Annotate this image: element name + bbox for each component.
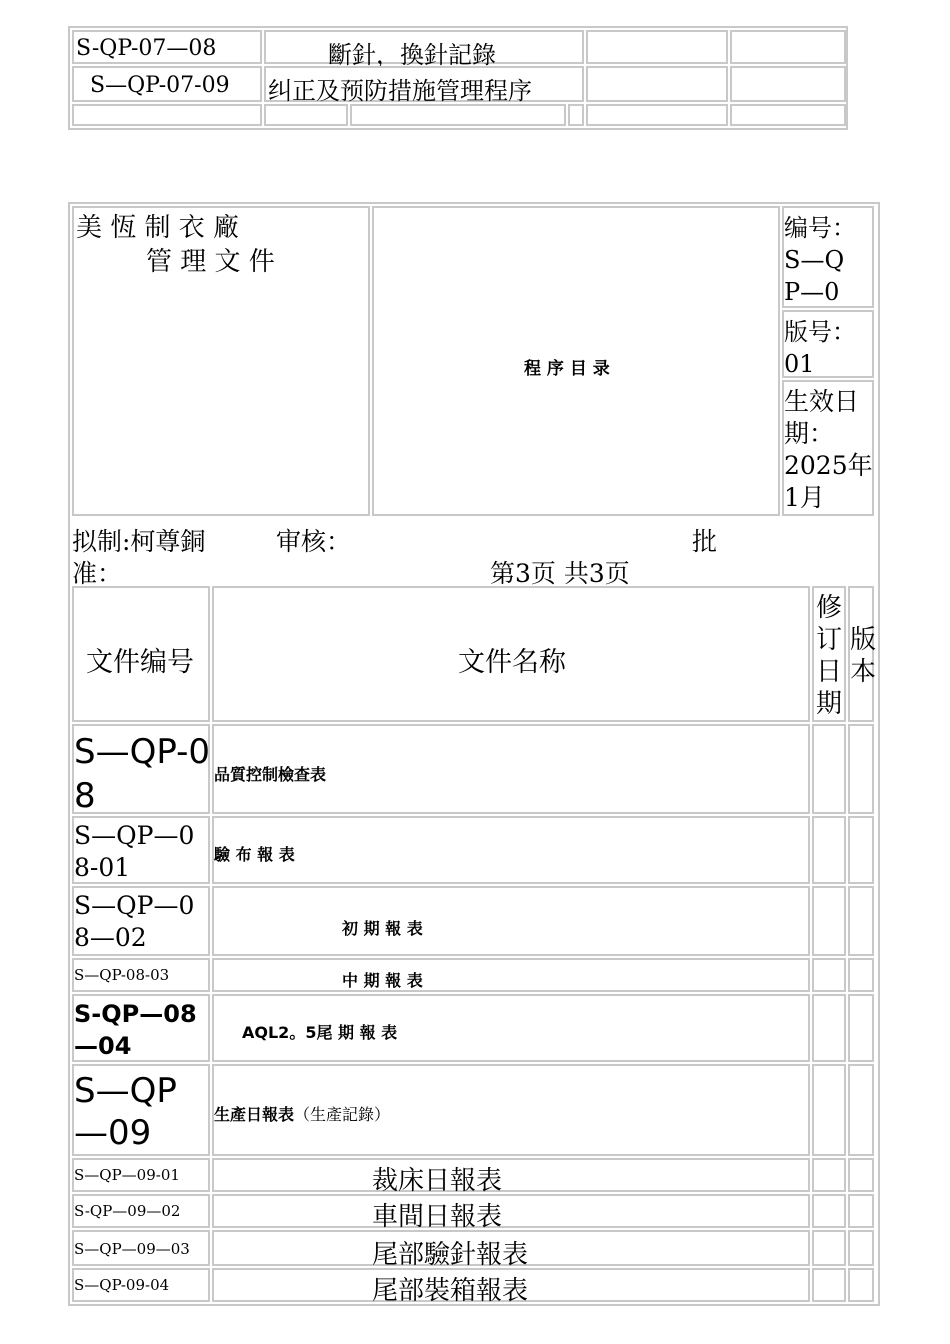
row-4-name: 中 期 報 表 [342, 971, 423, 990]
row-8-code-cell [72, 1194, 210, 1228]
row-1-rev [812, 724, 846, 814]
row-6-name: 生產日報表 [214, 1105, 295, 1124]
top-row-3-cell-f [730, 104, 846, 126]
title-cell [372, 206, 780, 516]
row-4-name-cell [212, 958, 810, 992]
top-row-2-empty-b [730, 66, 846, 102]
row-3-code-cell [72, 886, 210, 956]
row-6-code: S—QP—09 [74, 1071, 177, 1153]
row-3-name-cell [212, 886, 810, 956]
top-row-1-code: S-QP-07—08 [76, 36, 217, 61]
row-10-rev [812, 1268, 846, 1302]
row-3-rev [812, 886, 846, 956]
approved-by-2: 准： [72, 559, 123, 588]
header-code: 文件编号 [86, 647, 194, 678]
row-8-code: S-QP—09—02 [74, 1202, 181, 1220]
effective-label: 生效日期： [784, 387, 860, 448]
row-4-code: S—QP-08-03 [74, 966, 170, 984]
top-row-3-cell-a [72, 104, 262, 126]
row-9-name-cell [212, 1230, 810, 1270]
row-1-name-cell [212, 724, 810, 814]
row-7-name: 裁床日報表 [372, 1166, 503, 1196]
row-4-ver [848, 958, 874, 992]
header-revision-cell [812, 586, 846, 722]
header-code-cell [72, 586, 210, 722]
row-8-rev [812, 1194, 846, 1228]
version-label: 版号： [784, 318, 856, 346]
top-row-3-cell-c [350, 104, 566, 126]
number-cell [782, 206, 874, 308]
row-10-name-cell [212, 1268, 810, 1306]
row-4-code-cell [72, 958, 210, 992]
header-name: 文件名称 [458, 647, 566, 678]
top-row-1-empty-b [730, 30, 846, 64]
top-row-1-name-cell [264, 30, 584, 69]
effective-cell [782, 380, 874, 516]
top-table [68, 26, 848, 130]
row-10-code-cell [72, 1268, 210, 1302]
row-1-code-cell [72, 724, 210, 814]
top-row-3-cell-d [568, 104, 584, 126]
top-row-1-empty-a [586, 30, 728, 64]
main-document [68, 202, 880, 1306]
row-5-code: S-QP—08—04 [74, 1000, 197, 1060]
row-5-name: AQL2。5尾 期 報 表 [242, 1023, 398, 1042]
row-1-name: 品質控制檢查表 [214, 765, 327, 784]
top-row-2-name: 纠正及预防措施管理程序 [268, 77, 532, 105]
doc-title: 程 序 目 录 [524, 359, 610, 379]
row-7-code: S—QP—09-01 [74, 1166, 180, 1184]
row-10-name: 尾部裝箱報表 [372, 1276, 529, 1306]
row-5-name-cell [212, 994, 810, 1062]
row-2-code: S—QP—08-01 [74, 821, 195, 882]
top-row-2-code: S—QP-07-09 [90, 73, 230, 98]
row-1-code: S—QP-08 [74, 732, 210, 816]
row-6-name-cell [212, 1064, 810, 1156]
version-cell [782, 310, 874, 378]
top-row-2-empty-a [586, 66, 728, 102]
page-number: 第3页 共3页 [490, 559, 630, 588]
row-3-ver [848, 886, 874, 956]
row-2-name-cell [212, 816, 810, 884]
top-row-1-name: 斷針，換針記錄 [328, 41, 496, 69]
header-name-cell [212, 586, 810, 722]
top-row-2-code-cell [72, 66, 262, 102]
row-8-name: 車間日報表 [372, 1202, 503, 1232]
top-row-3-cell-e [586, 104, 728, 126]
row-9-code: S—QP—09—03 [74, 1240, 190, 1258]
approval-row [72, 518, 874, 586]
top-row-3-cell-b [264, 104, 348, 126]
row-5-ver [848, 994, 874, 1062]
row-4-rev [812, 958, 846, 992]
row-6-ver [848, 1064, 874, 1156]
version-value: 01 [784, 350, 815, 378]
row-2-ver [848, 816, 874, 884]
row-2-code-cell [72, 816, 210, 884]
row-3-code: S—QP—08—02 [74, 891, 195, 952]
top-row-2-name-cell [264, 66, 584, 105]
row-2-name: 驗 布 報 表 [214, 845, 295, 864]
doc-type: 管 理 文 件 [146, 247, 275, 277]
row-1-ver [848, 724, 874, 814]
row-6-rev [812, 1064, 846, 1156]
number-value: S—QP—0 [784, 246, 845, 306]
row-10-code: S—QP-09-04 [74, 1276, 170, 1294]
row-8-name-cell [212, 1194, 810, 1232]
row-9-name: 尾部驗針報表 [372, 1240, 529, 1270]
row-9-rev [812, 1230, 846, 1266]
row-9-ver [848, 1230, 874, 1266]
row-8-ver [848, 1194, 874, 1228]
reviewed-by: 审核： [276, 527, 352, 556]
row-7-name-cell [212, 1158, 810, 1196]
row-3-name: 初 期 報 表 [342, 919, 423, 938]
row-5-code-cell [72, 994, 210, 1062]
row-10-ver [848, 1268, 874, 1302]
row-9-code-cell [72, 1230, 210, 1266]
row-5-rev [812, 994, 846, 1062]
company-name: 美 恆 制 衣 廠 [76, 213, 240, 243]
top-row-1-code-cell [72, 30, 262, 64]
effective-value: 2025年1月 [784, 451, 873, 512]
number-label: 编号： [784, 214, 856, 242]
header-version-cell [848, 586, 877, 722]
header-revision-date: 修订日期 [816, 593, 843, 719]
row-7-ver [848, 1158, 874, 1192]
row-2-rev [812, 816, 846, 884]
row-7-code-cell [72, 1158, 210, 1192]
drafted-by: 拟制:柯尊銅 [72, 527, 206, 556]
approved-by-1: 批 [692, 527, 718, 556]
row-7-rev [812, 1158, 846, 1192]
company-cell [72, 206, 370, 516]
row-6-code-cell [72, 1064, 210, 1156]
row-6-name-suffix: （生產記錄） [294, 1105, 391, 1124]
header-version: 版本 [850, 625, 877, 687]
